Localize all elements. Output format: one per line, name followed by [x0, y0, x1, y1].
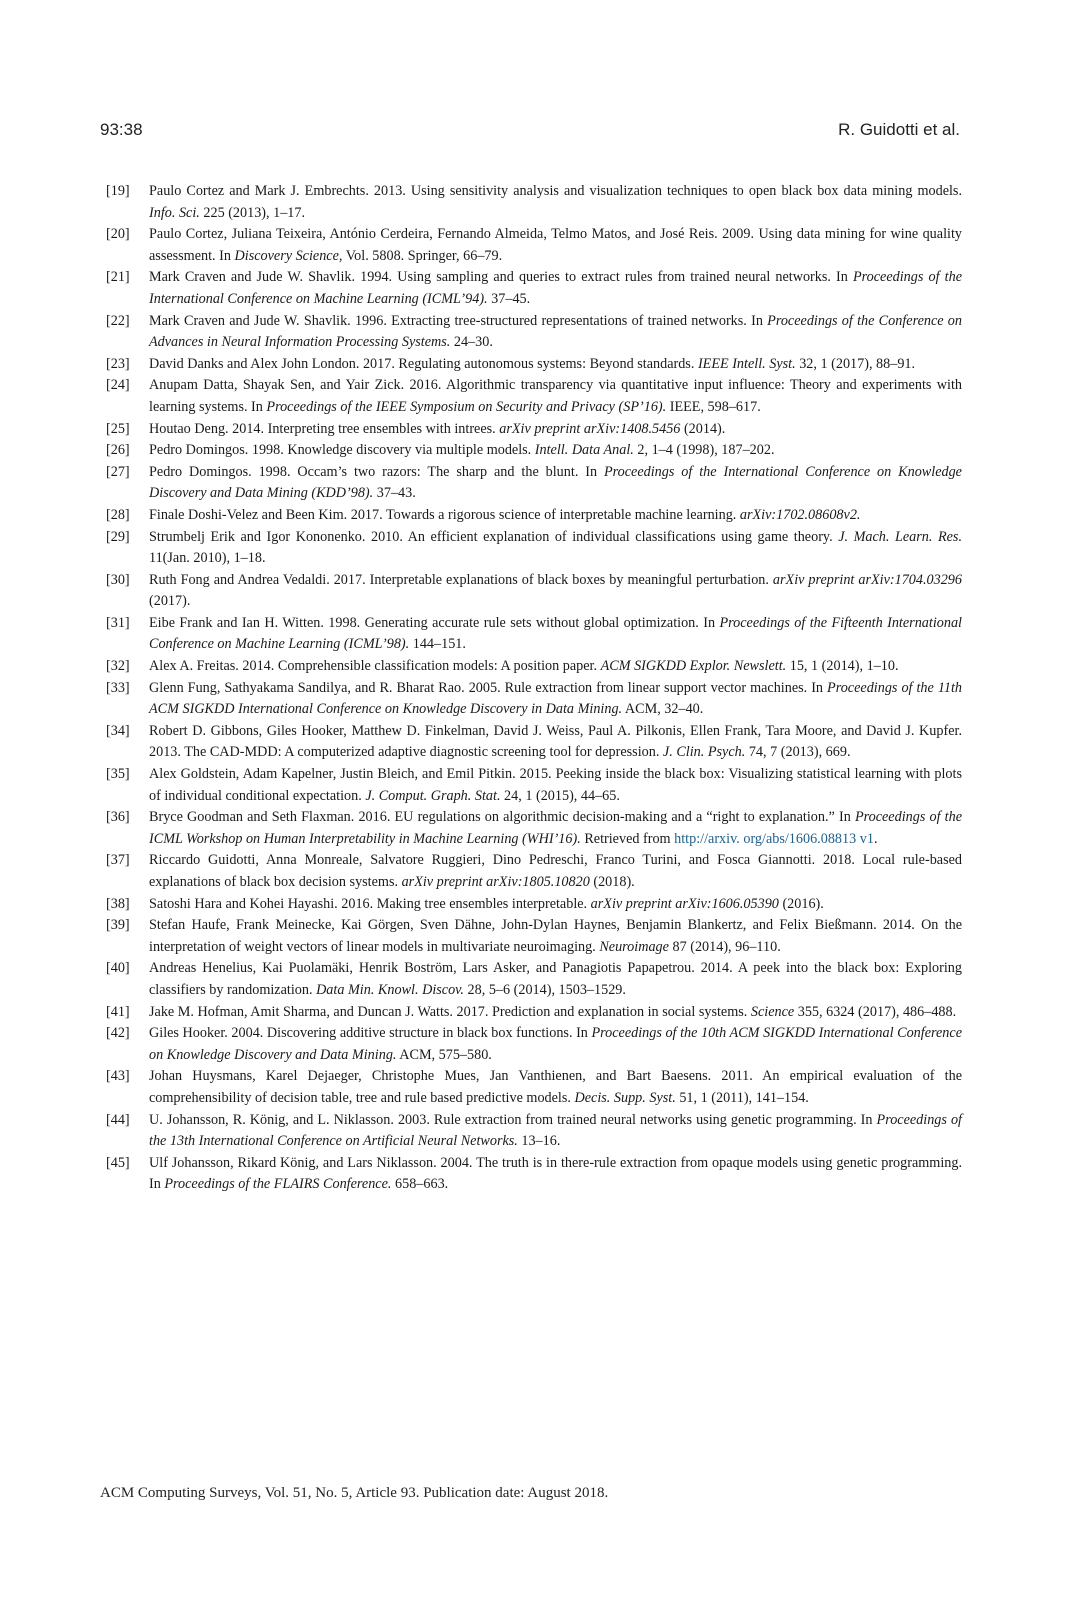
reference-segment: Stefan Haufe, Frank Meinecke, Kai Görgen, Sven Dähne, John-Dylan Haynes, Benjamin Blankertz, and Felix Bießmann. 2014. On the interpretation of weight vectors of linear models in multivariate neuroimaging. [149, 917, 962, 955]
reference-segment: (2016). [778, 895, 824, 912]
reference-segment: (2014). [680, 420, 726, 437]
reference-venue: J. Mach. Learn. Res. [838, 528, 962, 545]
reference-number: [45] [106, 1154, 130, 1171]
reference-text [149, 313, 962, 351]
reference-segment: Anupam Datta, Shayak Sen, and Yair Zick. 2016. Algorithmic transparency via quantitative input influence: Theory and experiments with learning systems. In [149, 377, 962, 415]
reference-entry [106, 440, 962, 462]
reference-segment: 37–43. [373, 485, 416, 502]
reference-segment: Ruth Fong and Andrea Vedaldi. 2017. Interpretable explanations of black boxes by meaningful perturbation. [149, 571, 773, 588]
reference-number: [34] [106, 722, 130, 739]
reference-segment: Riccardo Guidotti, Anna Monreale, Salvatore Ruggieri, Dino Pedreschi, Franco Turini, and Fosca Giannotti. 2018. Local rule-based explanations of black box decision systems. [149, 852, 962, 890]
reference-text [149, 852, 962, 890]
reference-venue: Info. Sci. [149, 204, 200, 221]
reference-segment: Andreas Henelius, Kai Puolamäki, Henrik Boström, Lars Asker, and Panagiotis Papapetrou. 2014. A peek into the black box: Exploring classifiers by randomization. [149, 960, 962, 998]
reference-segment: , Vol. 5808. Springer, 66–79. [338, 247, 503, 264]
reference-segment: 658–663. [391, 1176, 449, 1193]
reference-number: [41] [106, 1003, 130, 1020]
reference-entry [106, 181, 962, 224]
reference-entry [106, 1023, 962, 1066]
reference-number: [23] [106, 355, 130, 372]
reference-text [149, 960, 962, 998]
reference-text [149, 766, 962, 804]
reference-number: [24] [106, 377, 130, 394]
reference-number: [25] [106, 420, 130, 437]
reference-segment: Strumbelj Erik and Igor Kononenko. 2010. An efficient explanation of individual classifications using game theory. [149, 528, 839, 545]
reference-text [149, 896, 824, 912]
page-footer: ACM Computing Surveys, Vol. 51, No. 5, Article 93. Publication date: August 2018. [100, 1485, 609, 1501]
reference-text [149, 658, 899, 674]
reference-venue: Proceedings of the ICML Workshop on Human Interpretability in Machine Learning (WHI’16). [149, 809, 962, 847]
reference-venue: J. Clin. Psych. [662, 744, 746, 761]
reference-segment: 28, 5–6 (2014), 1503–1529. [463, 981, 626, 998]
reference-segment: U. Johansson, R. König, and L. Niklasson. 2003. Rule extraction from trained neural networks using genetic programming. In [149, 1111, 877, 1128]
reference-entry [106, 527, 962, 570]
reference-venue: Science [750, 1003, 795, 1020]
reference-segment: 225 (2013), 1–17. [199, 204, 306, 221]
reference-venue: Proceedings of the 11th ACM SIGKDD International Conference on Knowledge Discovery in Data Mining. [149, 679, 962, 718]
reference-venue: Proceedings of the Conference on Advances in Neural Information Processing Systems. [149, 312, 962, 351]
reference-number: [44] [106, 1111, 130, 1128]
reference-segment: 11(Jan. 2010), 1–18. [149, 550, 266, 567]
reference-text [149, 572, 962, 610]
reference-entry [106, 1066, 962, 1109]
reference-segment: 74, 7 (2013), 669. [745, 744, 851, 761]
reference-entry [106, 267, 962, 310]
reference-text [149, 615, 962, 653]
reference-text [149, 507, 860, 523]
reference-entry [106, 958, 962, 1001]
reference-venue: arXiv preprint arXiv:1606.05390 [590, 895, 779, 912]
reference-segment: 15, 1 (2014), 1–10. [786, 658, 899, 675]
reference-number: [26] [106, 442, 130, 459]
reference-entry [106, 311, 962, 354]
reference-entry [106, 894, 962, 916]
reference-number: [30] [106, 571, 130, 588]
running-authors: R. Guidotti et al. [838, 120, 960, 139]
reference-entry [106, 354, 962, 376]
reference-segment: Paulo Cortez, Juliana Teixeira, António Cerdeira, Fernando Almeida, Telmo Matos, and José Reis. 2009. Using data mining for wine quality assessment. In [149, 226, 962, 264]
reference-venue: ACM SIGKDD Explor. Newslett. [600, 658, 787, 675]
reference-text [149, 442, 775, 458]
reference-text [149, 680, 962, 718]
reference-venue: Proceedings of the IEEE Symposium on Security and Privacy (SP’16). [266, 398, 667, 415]
reference-segment: Eibe Frank and Ian H. Witten. 1998. Generating accurate rule sets without global optimization. In [149, 614, 720, 631]
reference-segment: 355, 6324 (2017), 486–488. [794, 1003, 957, 1020]
reference-segment: (2018). [589, 874, 635, 890]
reference-entry [106, 462, 962, 505]
reference-entry [106, 807, 962, 850]
reference-number: [39] [106, 917, 130, 934]
reference-venue: arXiv preprint arXiv:1704.03296 [772, 571, 962, 588]
reference-segment: Mark Craven and Jude W. Shavlik. 1994. Using sampling and queries to extract rules from trained neural networks. In [149, 269, 853, 286]
reference-venue: Proceedings of the FLAIRS Conference. [164, 1176, 392, 1193]
reference-venue: Proceedings of the International Conference on Knowledge Discovery and Data Mining (KDD’98). [149, 463, 962, 502]
reference-entry [106, 505, 962, 527]
reference-number: [33] [106, 679, 130, 696]
reference-text [149, 1068, 962, 1106]
reference-segment: Alex Goldstein, Adam Kapelner, Justin Bleich, and Emil Pitkin. 2015. Peeking inside the black box: Visualizing statistical learning with plots of individual conditional expectation. [149, 766, 962, 804]
reference-number: [36] [106, 809, 130, 826]
reference-entry [106, 419, 962, 441]
reference-segment: David Danks and Alex John London. 2017. Regulating autonomous systems: Beyond standards. [149, 355, 698, 372]
reference-text [149, 917, 962, 955]
reference-number: [19] [106, 183, 130, 199]
reference-number: [43] [106, 1068, 130, 1085]
reference-venue: Proceedings of the Fifteenth International Conference on Machine Learning (ICML’98). [149, 614, 962, 653]
reference-text [149, 183, 962, 221]
reference-link[interactable]: http://arxiv. org/abs/1606.08813 v1 [674, 830, 874, 847]
reference-entry [106, 375, 962, 418]
reference-number: [38] [106, 895, 130, 912]
reference-segment: 32, 1 (2017), 88–91. [795, 355, 916, 372]
reference-segment: Mark Craven and Jude W. Shavlik. 1996. Extracting tree-structured representations of trained networks. In [149, 312, 768, 329]
reference-segment: Houtao Deng. 2014. Interpreting tree ensembles with intrees. [149, 420, 500, 437]
reference-entry [106, 678, 962, 721]
reference-segment: Robert D. Gibbons, Giles Hooker, Matthew D. Finkelman, David J. Weiss, Paul A. Pilkonis, Ellen Frank, Tara Moore, and David J. Kupfer. 2013. The CAD-MDD: A computerized adaptive diagnostic screening tool for depression. [149, 722, 962, 761]
reference-venue: Neuroimage [599, 938, 669, 955]
reference-text [149, 464, 962, 502]
reference-segment: (2017). [149, 593, 191, 610]
reference-number: [20] [106, 226, 130, 243]
reference-segment: Bryce Goodman and Seth Flaxman. 2016. EU regulations on algorithmic decision-making and a “right to explanation.” In [149, 809, 855, 826]
reference-venue: IEEE Intell. Syst. [697, 355, 796, 372]
reference-segment: Jake M. Hofman, Amit Sharma, and Duncan J. Watts. 2017. Prediction and explanation in social systems. [149, 1003, 751, 1020]
reference-entry [106, 570, 962, 613]
reference-number: [40] [106, 960, 130, 977]
reference-venue: arXiv preprint arXiv:1805.10820 [401, 874, 590, 890]
reference-segment: Johan Huysmans, Karel Dejaeger, Christophe Mues, Jan Vanthienen, and Bart Baesens. 2011. An empirical evaluation of the comprehensibility of decision table, tree and rule based predictive models. [149, 1068, 962, 1106]
reference-text [149, 377, 962, 415]
reference-segment: ACM, 32–40. [622, 701, 704, 718]
reference-text [149, 1025, 962, 1063]
reference-entry [106, 224, 962, 267]
reference-text [149, 723, 962, 761]
reference-text [149, 269, 962, 307]
reference-text [149, 421, 725, 437]
reference-entry [106, 721, 962, 764]
reference-segment: 51, 1 (2011), 141–154. [675, 1089, 809, 1106]
reference-text [149, 356, 915, 372]
reference-venue: Proceedings of the International Conference on Machine Learning (ICML’94). [149, 269, 962, 307]
reference-segment: Pedro Domingos. 1998. Knowledge discovery via multiple models. [149, 442, 535, 459]
reference-number: [22] [106, 312, 130, 329]
reference-segment: IEEE, 598–617. [666, 398, 761, 415]
reference-venue: arXiv:1702.08608v2. [739, 506, 861, 523]
reference-number: [29] [106, 528, 130, 545]
reference-venue: arXiv preprint arXiv:1408.5456 [499, 420, 681, 437]
reference-number: [42] [106, 1025, 130, 1042]
reference-segment: 144–151. [409, 636, 466, 653]
running-header [100, 120, 960, 140]
reference-entry [106, 915, 962, 958]
reference-entry [106, 656, 962, 678]
reference-segment: . [873, 830, 878, 847]
reference-segment: 24–30. [450, 334, 493, 351]
reference-text [149, 529, 962, 567]
reference-number: [21] [106, 269, 130, 286]
reference-number: [31] [106, 614, 130, 631]
reference-segment: Ulf Johansson, Rikard König, and Lars Niklasson. 2004. The truth is in there-rule extraction from opaque models using genetic programming. In [149, 1154, 962, 1193]
reference-number: [37] [106, 852, 130, 869]
reference-segment: ACM, 575–580. [396, 1046, 492, 1063]
reference-entry [106, 850, 962, 893]
reference-segment: Paulo Cortez and Mark J. Embrechts. 2013. Using sensitivity analysis and visualization techniques to open black box data mining models. [149, 183, 962, 199]
reference-segment: Finale Doshi-Velez and Been Kim. 2017. Towards a rigorous science of interpretable machine learning. [149, 506, 740, 523]
reference-segment: Alex A. Freitas. 2014. Comprehensible classification models: A position paper. [149, 658, 601, 675]
reference-venue: Decis. Supp. Syst. [574, 1089, 676, 1106]
reference-text [149, 226, 962, 264]
reference-text [149, 809, 962, 847]
reference-venue: Discovery Science [234, 247, 339, 264]
reference-segment: 24, 1 (2015), 44–65. [500, 787, 620, 804]
reference-entry [106, 1153, 962, 1196]
reference-segment: Satoshi Hara and Kohei Hayashi. 2016. Making tree ensembles interpretable. [149, 895, 591, 912]
reference-entry [106, 1110, 962, 1153]
reference-segment: Glenn Fung, Sathyakama Sandilya, and R. Bharat Rao. 2005. Rule extraction from linear support vector machines. In [149, 679, 828, 696]
reference-number: [28] [106, 506, 130, 523]
reference-venue: Intell. Data Anal. [534, 442, 634, 459]
reference-segment: 87 (2014), 96–110. [668, 938, 781, 955]
reference-venue: Proceedings of the 13th International Conference on Artificial Neural Networks. [149, 1111, 962, 1150]
reference-venue: J. Comput. Graph. Stat. [365, 787, 501, 804]
reference-list [106, 181, 962, 1196]
reference-entry [106, 764, 962, 807]
reference-entry [106, 1002, 962, 1024]
reference-entry [106, 613, 962, 656]
reference-text [149, 1004, 956, 1020]
reference-text [149, 1155, 962, 1193]
reference-venue: Proceedings of the 10th ACM SIGKDD International Conference on Knowledge Discovery and Data Mining. [149, 1025, 962, 1063]
reference-segment: 13–16. [517, 1133, 561, 1150]
reference-number: [32] [106, 658, 130, 675]
reference-segment: 2, 1–4 (1998), 187–202. [633, 442, 775, 459]
reference-text [149, 1112, 962, 1150]
reference-number: [27] [106, 463, 130, 480]
reference-segment: Pedro Domingos. 1998. Occam’s two razors: The sharp and the blunt. In [149, 463, 604, 480]
reference-segment: 37–45. [487, 290, 531, 307]
page-number: 93:38 [100, 120, 143, 139]
reference-segment: Retrieved from [580, 830, 675, 847]
reference-segment: Giles Hooker. 2004. Discovering additive structure in black box functions. In [149, 1025, 592, 1042]
reference-number: [35] [106, 766, 130, 783]
reference-venue: Data Min. Knowl. Discov. [316, 981, 464, 998]
